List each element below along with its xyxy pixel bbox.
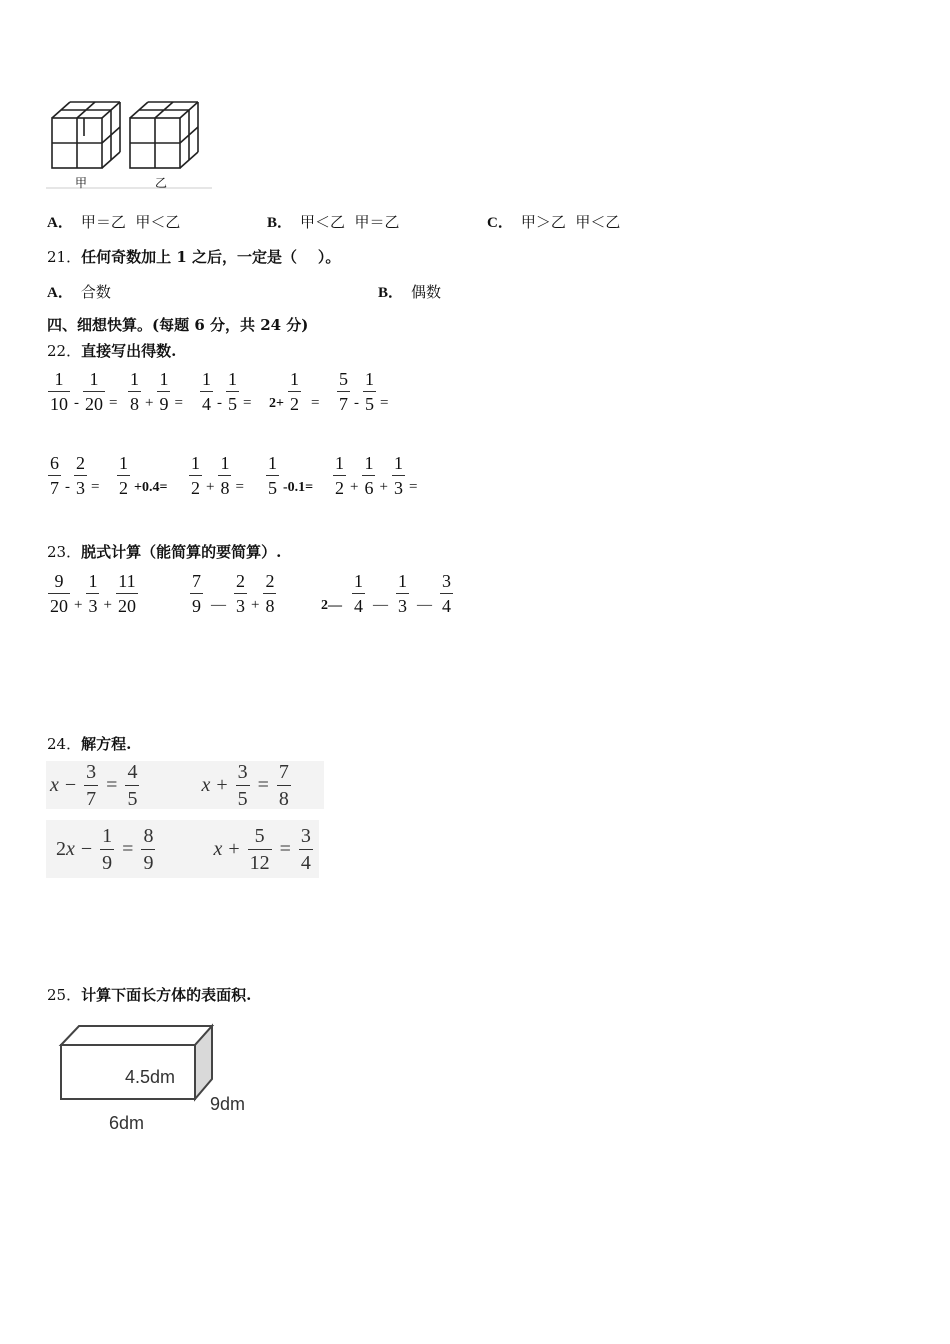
question-text: 直接写出得数. bbox=[81, 342, 177, 360]
q23-expr-3: 2— $\frac{1}{4}$ — $\frac{1}{3}$ — $\frac{3}{4}$ bbox=[321, 571, 451, 616]
q20-option-a[interactable] bbox=[47, 211, 180, 232]
option-letter: A． bbox=[47, 215, 73, 231]
height-label: 4.5dm bbox=[125, 1067, 176, 1087]
question-text: 计算下面长方体的表面积. bbox=[81, 986, 252, 1004]
q22-expr-3: $\frac{1}{4}$ - $\frac{1}{5}$ = bbox=[202, 369, 252, 414]
question-text: 脱式计算（能简算的要简算）. bbox=[81, 543, 282, 561]
q22 bbox=[47, 340, 176, 361]
question-text: 解方程. bbox=[81, 735, 132, 753]
question-number: 22． bbox=[47, 342, 82, 360]
q22-expr-8: $\frac{1}{2}$ + $\frac{1}{8}$ = bbox=[191, 453, 244, 498]
q22-expr-9: $\frac{1}{5}$ -0.1= bbox=[268, 453, 314, 498]
equation-box-1: x − $\frac{3}{7}$ = $\frac{4}{5}$ x + $\frac{3}{5}$ = $\frac{7}{8}$ bbox=[46, 761, 324, 809]
q22-expr-10: $\frac{1}{2}$ + $\frac{1}{6}$ + $\frac{1}{3}$ = bbox=[335, 453, 418, 498]
option-text: 甲＜乙 甲＝乙 bbox=[300, 213, 400, 231]
q25 bbox=[47, 984, 251, 1005]
q22-expr-5: $\frac{5}{7}$ - $\frac{1}{5}$ = bbox=[339, 369, 389, 414]
option-letter: C． bbox=[487, 215, 513, 231]
option-letter: B． bbox=[378, 285, 404, 301]
option-text: 甲＞乙 甲＜乙 bbox=[520, 213, 621, 231]
q22-expr-7: $\frac{1}{2}$ +0.4= bbox=[119, 453, 168, 498]
option-letter: A． bbox=[47, 285, 73, 301]
question-number: 23． bbox=[47, 543, 82, 561]
option-text: 甲＝乙 甲＜乙 bbox=[80, 213, 181, 231]
q23 bbox=[47, 541, 281, 562]
q20-option-c[interactable] bbox=[487, 211, 620, 232]
q23-expr-1: $\frac{9}{20}$ + $\frac{1}{3}$ + $\frac{11}{20}$ bbox=[50, 571, 136, 616]
option-text: 合数 bbox=[80, 283, 111, 301]
question-number: 21． bbox=[47, 248, 82, 266]
q22-expr-4: 2+ $\frac{1}{2}$ = bbox=[269, 369, 320, 414]
q22-expr-2: $\frac{1}{8}$ + $\frac{1}{9}$ = bbox=[130, 369, 183, 414]
length-label: 6dm bbox=[109, 1113, 145, 1133]
section-title: 四、细想快算。(每题 6 分，共 24 分) bbox=[47, 316, 309, 334]
q23-expr-2: $\frac{7}{9}$ — $\frac{2}{3}$ + $\frac{2}{8}$ bbox=[192, 571, 275, 616]
question-number: 25． bbox=[47, 986, 82, 1004]
option-letter: B． bbox=[267, 215, 293, 231]
label-jia: 甲 bbox=[75, 176, 88, 190]
option-text: 偶数 bbox=[411, 283, 442, 301]
question-text: 任何奇数加上 1 之后，一定是（ ）。 bbox=[81, 248, 341, 266]
q20-option-b[interactable] bbox=[267, 211, 400, 232]
question-number: 24． bbox=[47, 735, 82, 753]
width-label: 9dm bbox=[210, 1094, 246, 1114]
cube-figure bbox=[44, 96, 214, 196]
q21 bbox=[47, 246, 340, 267]
q22-expr-1: $\frac{1}{10}$ - $\frac{1}{20}$ = bbox=[50, 369, 118, 414]
q21-option-b[interactable] bbox=[378, 281, 441, 302]
q24 bbox=[47, 733, 131, 754]
equation-box-2: 2x − $\frac{1}{9}$ = $\frac{8}{9}$ x + $\frac{5}{12}$ = $\frac{3}{4}$ bbox=[46, 820, 319, 878]
label-yi: 乙 bbox=[155, 176, 168, 190]
q22-expr-6: $\frac{6}{7}$ - $\frac{2}{3}$ = bbox=[50, 453, 100, 498]
q21-option-a[interactable] bbox=[47, 281, 111, 302]
